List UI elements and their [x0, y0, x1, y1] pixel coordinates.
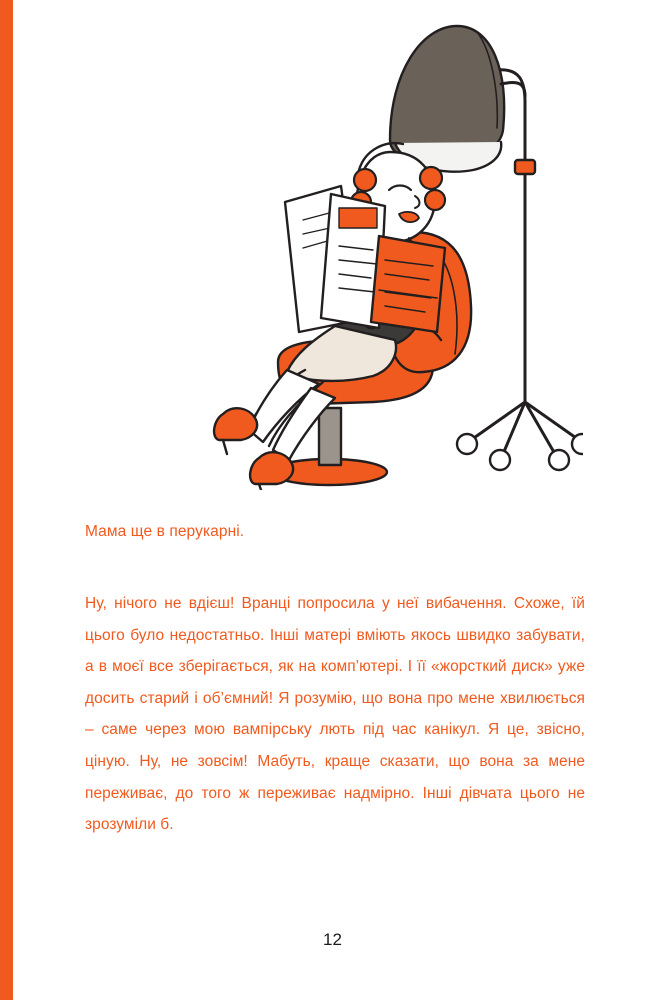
page-number: 12 [323, 930, 342, 949]
caption-text: Мама ще в перукарні. [85, 523, 245, 540]
illustration-hair-salon [73, 10, 583, 490]
page-content [13, 0, 652, 1000]
body-paragraph: Ну, нічого не вдієш! Вранці попросила у неї вибачення. Схоже, їй цього було недостатньо. Інші матері вміють якось швидко забувати, а в моєї все зберігається, як на комп’ютері. І її «жорсткий диск» уже досить старий і об’ємний! Я розумію, що вона про мене хвилюється – саме через мою вампірську лють під час канікул. Я це, звісно, ціную. Ну, не зовсім! Мабуть, краще сказати, що вона за мене переживає, до того ж переживає надмірно. Інші дівчата цього не зрозуміли б. [85, 595, 585, 834]
page-edge-bar [0, 0, 13, 1000]
